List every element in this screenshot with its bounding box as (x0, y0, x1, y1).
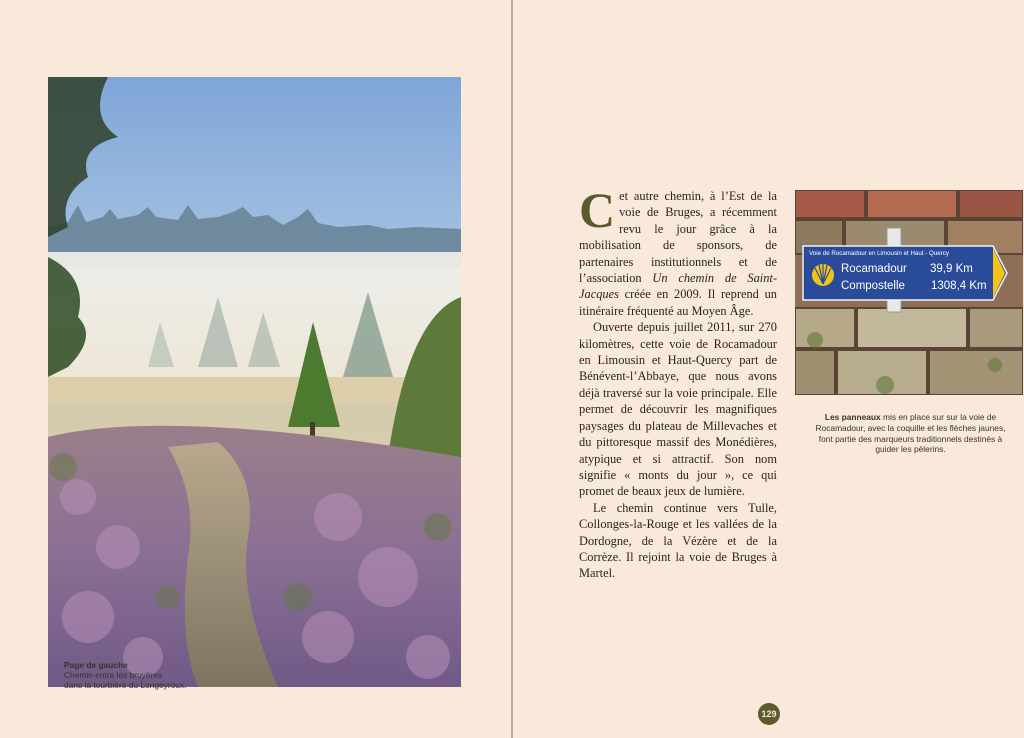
caption-line: dans la tourbière du Longeyroux. (64, 680, 187, 691)
caption-rest: mis en place sur sur la voie de Rocamadour, avec la coquille et les flèches jaunes, font partie des marqueurs traditionnels destinés à guider les pèlerins. (815, 412, 1006, 455)
sign-rocamadour-distance: 39,9 Km (930, 263, 973, 275)
paragraph-1-tail: créée en 2009. Il reprend un itinéraire fréquenté au Moyen Âge. (579, 287, 777, 318)
drop-cap: C (579, 182, 616, 238)
article-body (579, 182, 777, 582)
sign-photo (795, 190, 1023, 395)
sign-rocamadour-place: Rocamadour (841, 263, 907, 275)
caption-bold-lead: Les panneaux (824, 412, 881, 422)
sign-compostelle-place: Compostelle (841, 280, 905, 292)
paragraph-1 (579, 182, 777, 319)
association-name: Un chemin de Saint-Jacques (579, 271, 777, 302)
heather-path-photo (48, 77, 461, 687)
paragraph-2: Ouverte depuis juillet 2011, sur 270 kilomètres, cette voie de Rocamadour en Limousin et Haut-Quercy part de Bénévent-l’Abbaye, que nous avons déjà traversé sur la voie principale. Elle permet de découvrir les magnifiques paysages du plateau de Millevaches et du pittoresque massif des Monédières, atypique et si attractif. Son nom signifie « monts du jour », ce qui promet de beaux jeux de lumière. (579, 320, 777, 499)
right-page (513, 0, 1024, 738)
stone-wall-sign-illustration (795, 190, 1023, 395)
sign-header-text: Voie de Rocamadour en Limousin et Haut - Quercy (809, 250, 949, 257)
sign-photo-caption (813, 412, 1008, 455)
page-number-badge: 129 (758, 703, 780, 725)
caption-title: Page de gauche (64, 660, 128, 670)
heather-path-illustration (48, 77, 461, 687)
paragraph-1-lead: et autre chemin, à l’Est de la voie de Bruges, a récemment revu le jour grâce à la mobilisation de sponsors, de partenaires institutionnels et de l’association (579, 189, 777, 286)
caption-line: Chemin entre les bruyères (64, 670, 163, 681)
sign-compostelle-distance: 1308,4 Km (931, 280, 987, 292)
left-photo-caption (64, 660, 284, 691)
paragraph-3: Le chemin continue vers Tulle, Collonges-la-Rouge et les vallées de la Dordogne, de la Vézère et de la Corrèze. Il rejoint la voie de Bruges à Martel. (579, 500, 777, 581)
left-page (0, 0, 511, 738)
